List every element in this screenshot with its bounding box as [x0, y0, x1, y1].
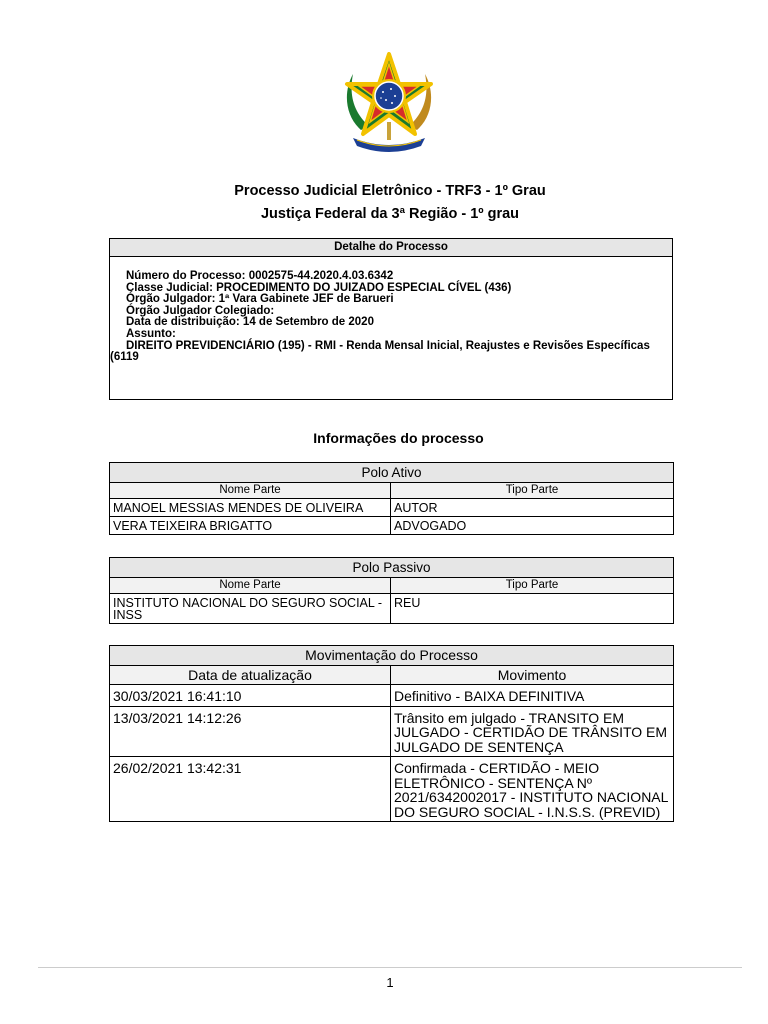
- process-detail-heading: Detalhe do Processo: [110, 239, 672, 257]
- column-header-data: Data de atualização: [110, 666, 391, 685]
- movement-date: 26/02/2021 13:42:31: [110, 757, 391, 822]
- process-detail-box: [109, 238, 673, 400]
- footer-divider: [38, 967, 742, 968]
- table-row: [110, 757, 674, 822]
- party-name: MANOEL MESSIAS MENDES DE OLIVEIRA: [110, 499, 391, 517]
- movement-text: Definitivo - BAIXA DEFINITIVA: [391, 685, 674, 707]
- judging-body: Órgão Julgador: 1ª Vara Gabinete JEF de Barueri: [126, 293, 394, 306]
- column-header-tipo: Tipo Parte: [391, 483, 674, 499]
- brazil-coat-of-arms-icon: [339, 52, 439, 156]
- party-type: AUTOR: [391, 499, 674, 517]
- collegiate-body: Órgão Julgador Colegiado:: [126, 304, 275, 317]
- document-subtitle: Justiça Federal da 3ª Região - 1º grau: [260, 206, 520, 222]
- movement-date: 13/03/2021 14:12:26: [110, 706, 391, 757]
- table-row: [110, 517, 674, 535]
- process-number: Número do Processo: 0002575-44.2020.4.03.6342: [126, 270, 394, 282]
- party-type: ADVOGADO: [391, 517, 674, 535]
- column-header-movimento: Movimento: [391, 666, 674, 685]
- subject-value: DIREITO PREVIDENCIÁRIO (195) - RMI - Renda Mensal Inicial, Reajustes e Revisões Específicas (6119: [110, 339, 650, 364]
- table-row: [110, 499, 674, 517]
- movement-text: Confirmada - CERTIDÃO - MEIO ELETRÔNICO - SENTENÇA Nº 2021/6342002017 - INSTITUTO NACIONAL DO SEGURO SOCIAL - I.N.S.S. (PREVID): [391, 757, 674, 822]
- page-number: 1: [386, 975, 394, 990]
- polo-ativo-table: [109, 462, 674, 535]
- document-title: Processo Judicial Eletrônico - TRF3 - 1º Grau: [234, 183, 546, 199]
- column-header-tipo: Tipo Parte: [391, 578, 674, 594]
- polo-passivo-table: [109, 557, 674, 624]
- movement-text: Trânsito em julgado - TRANSITO EM JULGADO - CERTIDÃO DE TRÂNSITO EM JULGADO DE SENTENÇA: [391, 706, 674, 757]
- party-type: REU: [391, 594, 674, 624]
- distribution-date: Data de distribuição: 14 de Setembro de 2020: [126, 316, 374, 329]
- judicial-class: Classe Judicial: PROCEDIMENTO DO JUIZADO ESPECIAL CÍVEL (436): [126, 281, 512, 294]
- subject-label: Assunto:: [126, 327, 176, 340]
- polo-passivo-caption: Polo Passivo: [110, 558, 674, 578]
- party-name: INSTITUTO NACIONAL DO SEGURO SOCIAL - INSS: [110, 594, 391, 624]
- column-header-nome: Nome Parte: [110, 483, 391, 499]
- table-row: [110, 685, 674, 707]
- table-row: [110, 706, 674, 757]
- table-row: [110, 594, 674, 624]
- movement-date: 30/03/2021 16:41:10: [110, 685, 391, 707]
- process-info-title: Informações do processo: [313, 430, 484, 446]
- party-name: VERA TEIXEIRA BRIGATTO: [110, 517, 391, 535]
- polo-ativo-caption: Polo Ativo: [110, 463, 674, 483]
- process-detail-body: [110, 257, 672, 364]
- movimentacao-table: [109, 645, 674, 822]
- column-header-nome: Nome Parte: [110, 578, 391, 594]
- movimentacao-caption: Movimentação do Processo: [110, 646, 674, 666]
